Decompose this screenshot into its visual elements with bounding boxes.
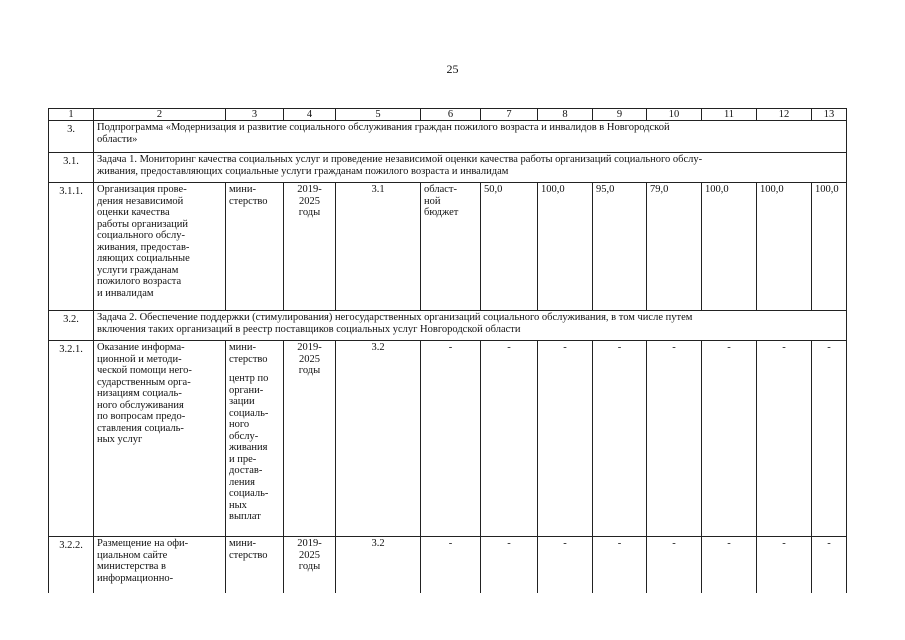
value-cell: 100,0: [702, 183, 757, 311]
value-cell: 50,0: [481, 183, 538, 311]
subprogram-row: [49, 121, 847, 153]
value-cell: -: [593, 537, 647, 593]
value-cell: -: [593, 341, 647, 537]
task-row: [49, 153, 847, 183]
value-cell: -: [757, 341, 812, 537]
value-cell: -: [757, 537, 812, 593]
program-table: [48, 108, 847, 593]
header-cell: 2: [94, 109, 226, 121]
value-cell: -: [647, 537, 702, 593]
value-cell: -: [647, 341, 702, 537]
value-cell: -: [481, 537, 538, 593]
task-title: Задача 1. Мониторинг качества социальных услуг и проведение независимой оценки качества работы организаций социального обслу- живания, предоставляющих социальные услуги гражданам пожилого возраста и инвалидам: [94, 153, 847, 183]
header-cell: 1: [49, 109, 94, 121]
row-number: 3.: [49, 121, 94, 153]
value-cell: 100,0: [812, 183, 847, 311]
value-cell: -: [421, 537, 481, 593]
executor-cell: [226, 341, 284, 537]
header-cell: 10: [647, 109, 702, 121]
row-number: 3.1.1.: [49, 183, 94, 311]
source-cell: област- ной бюджет: [421, 183, 481, 311]
period-cell: 2019- 2025 годы: [284, 183, 336, 311]
row-number: 3.2.1.: [49, 341, 94, 537]
value-cell: 79,0: [647, 183, 702, 311]
executor-cell: мини- стерство: [226, 537, 284, 593]
value-cell: -: [421, 341, 481, 537]
table-row: [49, 537, 847, 593]
executor-center: центр по органи- зации социаль- ного обслу- живания и пре- достав- ления социаль- ных выплат: [229, 373, 269, 522]
period-cell: 2019- 2025 годы: [284, 537, 336, 593]
period-cell: 2019- 2025 годы: [284, 341, 336, 537]
task-title: Задача 2. Обеспечение поддержки (стимулирования) негосударственных организаций социального обслуживания, в том числе путем включения таких организаций в реестр поставщиков социальных услуг Новгородской области: [94, 311, 847, 341]
value-cell: -: [812, 341, 847, 537]
value-cell: 95,0: [593, 183, 647, 311]
activity-name: Оказание информа- ционной и методи- ческой помощи него- сударственным орга- низациям социаль- ного обслуживания по вопросам предо- ставления социаль- ных услуг: [94, 341, 226, 537]
row-number: 3.2.2.: [49, 537, 94, 593]
value-cell: -: [538, 537, 593, 593]
value-cell: 100,0: [757, 183, 812, 311]
header-cell: 6: [421, 109, 481, 121]
table-row: [49, 183, 847, 311]
value-cell: 100,0: [538, 183, 593, 311]
subprogram-title: Подпрограмма «Модернизация и развитие социального обслуживания граждан пожилого возраста и инвалидов в Новгородской области»: [94, 121, 847, 153]
value-cell: -: [702, 537, 757, 593]
target-cell: 3.2: [336, 537, 421, 593]
header-cell: 5: [336, 109, 421, 121]
header-cell: 7: [481, 109, 538, 121]
page-number: 25: [446, 62, 459, 76]
value-cell: -: [538, 341, 593, 537]
executor-ministry: мини- стерство: [229, 342, 268, 365]
target-cell: 3.2: [336, 341, 421, 537]
executor-cell: мини- стерство: [226, 183, 284, 311]
value-cell: -: [812, 537, 847, 593]
header-cell: 12: [757, 109, 812, 121]
header-cell: 4: [284, 109, 336, 121]
header-row: [49, 109, 847, 121]
task-row: [49, 311, 847, 341]
table-row: [49, 341, 847, 537]
header-cell: 3: [226, 109, 284, 121]
value-cell: -: [702, 341, 757, 537]
activity-name: Размещение на офи- циальном сайте министерства в информационно-: [94, 537, 226, 593]
activity-name: Организация прове- дения независимой оценки качества работы организаций социального обслу- живания, предостав- ляющих социальные услуги гражданам пожилого возраста и инвалидам: [94, 183, 226, 311]
header-cell: 13: [812, 109, 847, 121]
value-cell: -: [481, 341, 538, 537]
row-number: 3.1.: [49, 153, 94, 183]
header-cell: 11: [702, 109, 757, 121]
target-cell: 3.1: [336, 183, 421, 311]
header-cell: 8: [538, 109, 593, 121]
row-number: 3.2.: [49, 311, 94, 341]
header-cell: 9: [593, 109, 647, 121]
